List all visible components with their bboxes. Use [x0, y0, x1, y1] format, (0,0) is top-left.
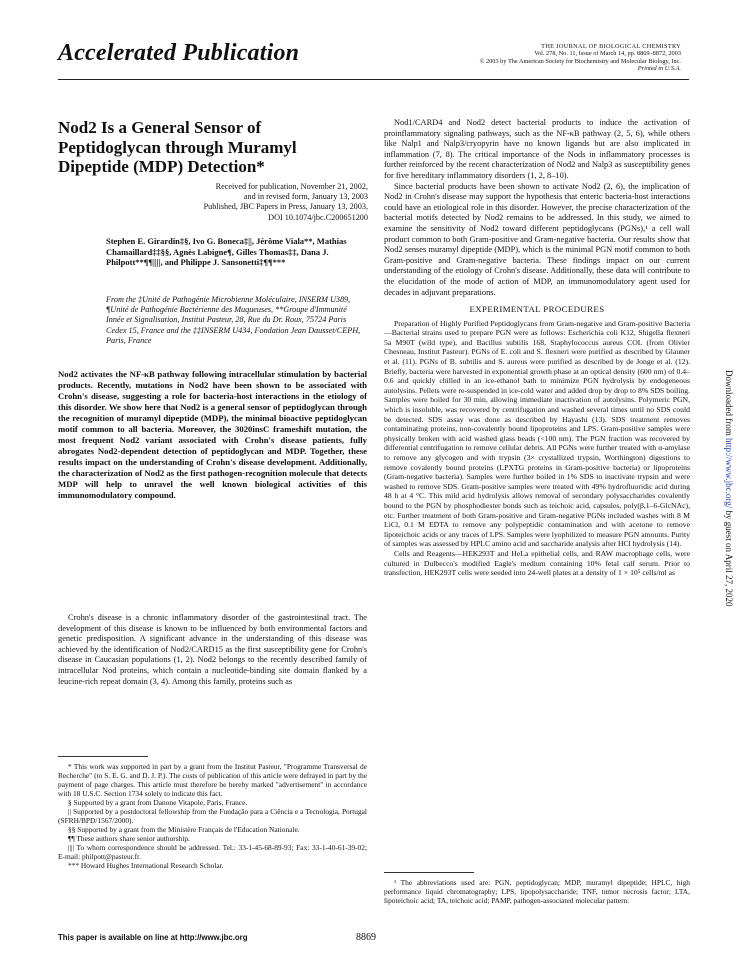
footnote: *** Howard Hughes International Research Scholar.: [68, 861, 224, 870]
availability-note: This paper is available on line at http://www.jbc.org: [58, 933, 248, 942]
footnotes-left: [58, 762, 367, 870]
footnote: §§ Supported by a grant from the Ministère Français de l'Education Nationale.: [68, 825, 300, 834]
right-paragraph: Nod1/CARD4 and Nod2 detect bacterial products to induce the activation of proinflammatory signaling pathways, such as the NF-κB pathway (2, 5, 6), while others like Nalp1 and Nalp3/cryopyrin have no known ligands but are also implicated in inflammation (7, 8). The critical importance of the Nods in inflammatory processes is further reinforced by the recent characterization of Nod2 and Nalp3 as susceptibility genes for five hereditary inflammatory disorders (1, 2, 8–10).: [384, 118, 690, 180]
methods-paragraph: Preparation of Highly Purified Peptidoglycans from Gram-negative and Gram-positive Bacteria—Bacterial strains used to prepare PGN were as follows: Escherichia coli K12, Shigella flexneri 5a M90T (wild type), and Bacillus subtilis 168, Staphylococcus aureus COL (from Olivier Chesneau, Institut Pasteur). PGNs of E. coli and S. flexneri were purified as described by Glauner et al. (11). PGNs of B. subtilis and S. aureus were purified as described by de Jonge et al. (12). Briefly, bacteria were harvested in exponential growth phase at an optical density (600 nm) of 0.4–0.6 and quickly chilled in an ice-ethanol bath to minimize PGN hydrolysis by endogeneous autolysins. Pellets were re-suspended in ice-cold water and added drop by drop to 8% SDS boiling. Samples were boiled for 30 min, allowing immediate inactivation of autolysins. Polymeric PGN, which is insoluble, was recovered by centrifugation and washed several times until no SDS could be detected. SDS assay was done as described by Hayashi (13). SDS treatment removes contaminating proteins, non-covalently bound lipoproteins and LPS. Gram-positive samples were physically broken with acid washed glass beads (<100 nm). The PGN fraction was recovered by differential centrifugation to remove cellular debris. All PGNs were further treated with α-amylase to remove any glycogen and with trypsin (3× crystallized trypsin, Worthington) digestions to remove covalently bound proteins (LPXTG proteins in Gram-positive bacteria) or lipoproteins (Gram-negative bacteria). Samples were further boiled in 1% SDS to inactivate trypsin and were washed to remove SDS. Gram-positive samples were treated with 49% hydrofluoridic acid during 48 h at 4 °C. This mild acid hydrolysis allows removal of secondary polysaccharides covalently bound to the PGN by phosphodiester bonds such as teichoic acid, capsules, poly(β,1–6-GlcNAc), etc. Further treatment of both Gram-positive and Gram-negative PGNs included washes with 8 M LiCl, 0.1 M EDTA to remove any polypeptidic contamination and with acetone to remove lipoteichoic acids or any traces of LPS. Samples were lyophilized to measure PGN amounts. Purity of samples was assessed by HPLC amino acid and saccharide analysis after HCl hydrolysis (14).: [384, 318, 690, 549]
footnote: * This work was supported in part by a grant from the Institut Pasteur, "Programme Transversal de Recherche" (to S. E. G. and D. J. P.). The costs of publication of this article were defrayed in part by the payment of page charges. This article must therefore be hereby marked "advertisement" in accordance with 18 U.S.C. Section 1734 solely to indicate this fact.: [58, 762, 367, 798]
download-sidebar: [722, 370, 736, 660]
right-paragraph: Since bacterial products have been shown to activate Nod2 (2, 6), the implication of Nod2 in Crohn's disease may support the hypothesis that enteric bacteria-host interactions could have an etiological role in this disorder. However, the precise characterization of the bacterial motifs detected by Nod2 remains to be addressed. In this study, we aimed to examine the sensitivity of Nod2 toward different peptidoglycans (PGNs),¹ a cell wall product common to both Gram-positive and Gram-negative bacteria. Our results show that Nod2 senses muramyl dipeptide (MDP), which is the minimal PGN motif common to both Gram-positive and Gram-negative bacteria. These findings impact on our current understanding of the etiology of Crohn's disease. Additionally, these data will contribute to the elucidation of the mode of action of MDP, an immunomodulatory agent used for decades in adjuvant preparations.: [384, 181, 690, 297]
footnote-rule: [384, 872, 474, 873]
received-line: DOI 10.1074/jbc.C200651200: [268, 212, 368, 222]
journal-name: THE JOURNAL OF BIOLOGICAL CHEMISTRY: [541, 43, 681, 50]
section-heading: EXPERIMENTAL PROCEDURES: [469, 304, 605, 315]
received-line: and in revised form, January 13, 2003: [243, 192, 368, 202]
received-line: Published, JBC Papers in Press, January 13, 2003,: [203, 202, 368, 212]
download-prefix: Downloaded from: [724, 370, 734, 438]
journal-copyright: © 2003 by The American Society for Biochemistry and Molecular Biology, Inc.: [479, 57, 681, 65]
author-list: Stephen E. Girardin‡§, Ivo G. Boneca‡||, Jérôme Viala**, Mathias Chamaillard‡‡§§, Agnès Labigne¶, Gilles Thomas‡‡, Dana J. Philpott**¶¶||||, and Philippe J. Sansonetti‡¶¶***: [106, 236, 347, 268]
banner-title: Accelerated Publication: [58, 40, 300, 66]
footnote: || Supported by a postdoctoral fellowship from the Fundação para a Ciência e a Tecnologia, Portugal (SFRH/BPD/1567/2000).: [58, 807, 367, 825]
footnote: ¶¶ These authors share senior authorship.: [68, 834, 190, 843]
footnotes-right: [384, 878, 690, 905]
download-link[interactable]: http://www.jbc.org/: [724, 437, 734, 509]
download-text: [724, 370, 734, 606]
received-dates: [110, 182, 368, 223]
article-title: Nod2 Is a General Sensor of Peptidoglycan through Muramyl Dipeptide (MDP) Detection*: [58, 118, 297, 176]
footnote: § Supported by a grant from Danone Vitapole, Paris, France.: [68, 798, 248, 807]
journal-info: [421, 43, 681, 72]
download-suffix: by guest on April 27, 2020: [724, 508, 734, 607]
journal-volume: Vol. 278, No. 11, Issue of March 14, pp. 8869–8872, 2003: [534, 50, 681, 58]
right-column: [384, 118, 690, 578]
page-number: 8869: [356, 932, 376, 943]
received-line: Received for publication, November 21, 2002,: [215, 182, 368, 191]
footnote: ¹ The abbreviations used are: PGN, peptidoglycan; MDP, muramyl dipeptide; HPLC, high performance liquid chromatography; LPS, lipopolysaccharide; TNF, tumor necrosis factor; LTA, lipoteichoic acid; TA, teichoic acid; PAMP, pathogen-associated molecular pattern.: [384, 878, 690, 905]
journal-printed: Printed in U.S.A.: [637, 64, 681, 72]
footnote-rule: [58, 756, 148, 757]
affiliation: From the ‡Unité de Pathogénie Microbienne Moléculaire, INSERM U389, ¶Unité de Pathogénie Bactérienne des Muqueuses, **Groupe d'Immunité Innée et Signalisation, Institut Pasteur, 28, Rue du Dr. Roux, 75724 Paris Cedex 15, France and the ‡‡INSERM U434, Fondation Jean Dausset/CEPH, Paris, France: [106, 295, 361, 345]
introduction: [58, 613, 367, 687]
intro-paragraph: Crohn's disease is a chronic inflammatory disorder of the gastrointestinal tract. The development of this disease is known to be influenced by both environmental factors and genetic predisposition. A significant advance in the understanding of this disease was achieved by the identification of Nod2/CARD15 as the first susceptibility gene for Crohn's disease in Caucasian populations (1, 2). Nod2 belongs to the recently described family of intracellular Nod proteins, which contain a nucleotide-binding site domain flanked by a leucine-rich repeat domain (3, 4). Among this family, proteins such as: [58, 613, 367, 686]
header-rule: [58, 79, 689, 80]
abstract: Nod2 activates the NF-κB pathway following intracellular stimulation by bacterial products. Recently, mutations in Nod2 have been shown to be associated with Crohn's disease, suggesting a role for bacteria-host interactions in the etiology of this disorder. We show here that Nod2 is a general sensor of peptidoglycan through the recognition of muramyl dipeptide (MDP), the minimal bioactive peptidoglycan motif common to all bacteria. Moreover, the 3020insC frameshift mutation, the most frequent Nod2 variant associated with Crohn's disease patients, fully abrogates Nod2-dependent detection of peptidoglycan and MDP. Together, these results impact on the understanding of Crohn's disease development. Additionally, the characterization of Nod2 as the first pathogen-recognition molecule that detects MDP will help to unravel the well known biological activities of this immunomodulatory compound.: [58, 369, 367, 500]
footnote: |||| To whom correspondence should be addressed. Tel.: 33-1-45-68-89-93; Fax: 33-1-40-61-39-02; E-mail: philpott@pasteur.fr.: [58, 843, 367, 861]
methods-paragraph: Cells and Reagents—HEK293T and HeLa epithelial cells, and RAW macrophage cells, were cultured in Dulbecco's modified Eagle's medium containing 10% fetal calf serum. Prior to transfection, HEK293T cells were seeded into 24-well plates at a density of 1 × 10⁵ cells/ml as: [384, 548, 690, 578]
methods: [384, 319, 690, 578]
